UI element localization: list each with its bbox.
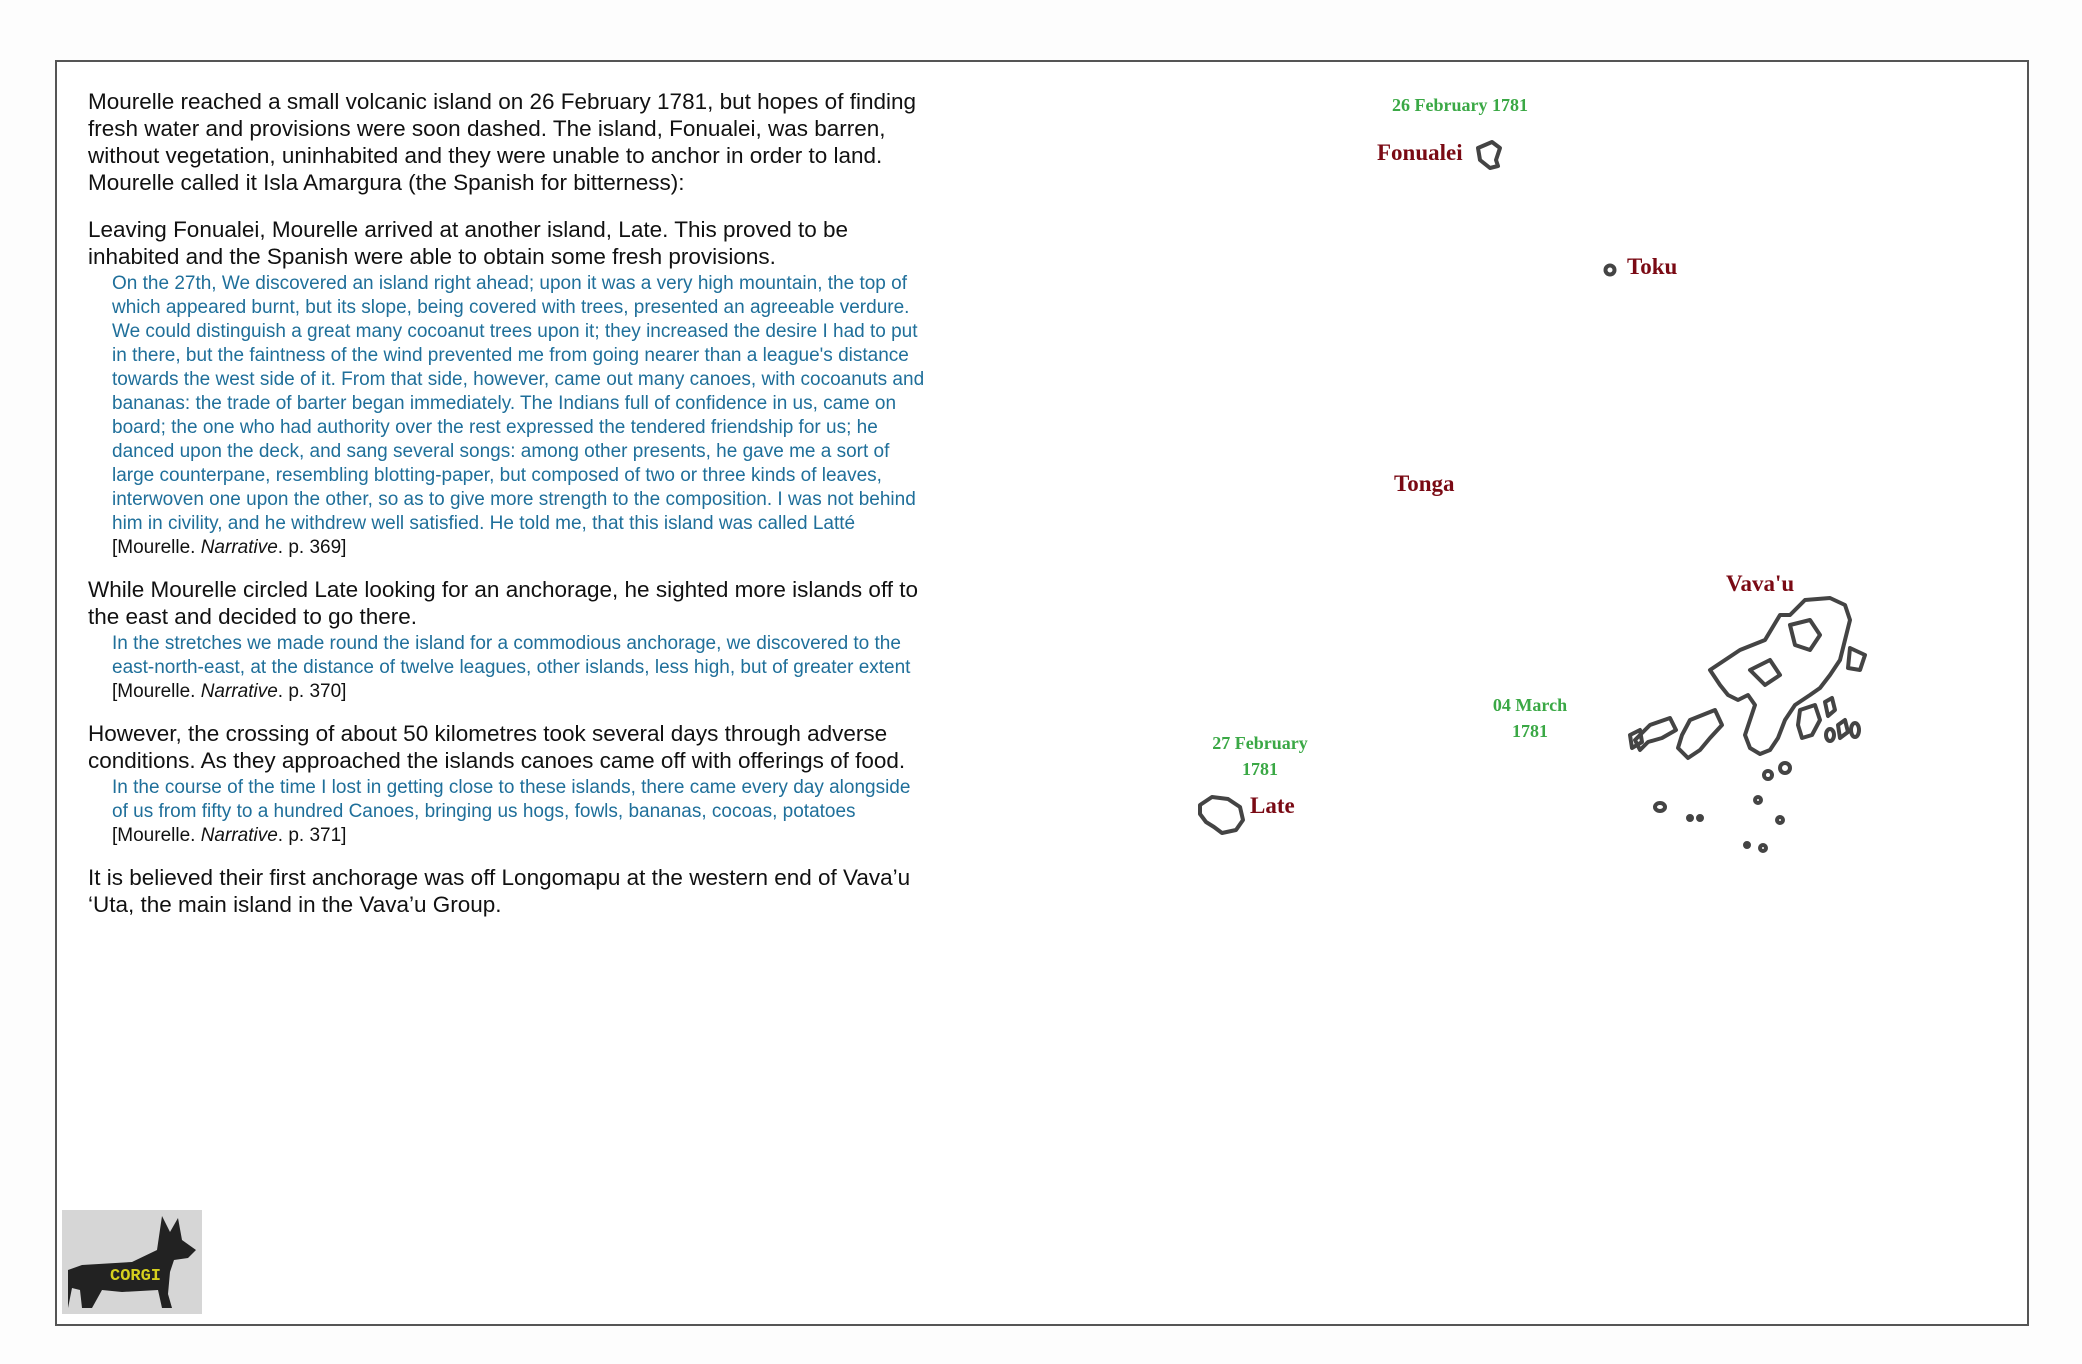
toku-island-outline: [1606, 266, 1615, 275]
quote-latte-text: On the 27th, We discovered an island right ahead; upon it was a very high mountain, the top of which appeared burnt, but its slope, being covered with trees, presented an agreeable verdure. We could distinguish a great many cocoanut trees upon it; they increased the desire I had to put in there, but the faintness of the wind prevented me from going nearer than a league's distance towards the west side of it. From that side, however, came out many canoes, with cocoanuts and bananas: the trade of barter began immediately. The Indians full of confidence in us, came on board; the one who had authority over the rest expressed the tendered friendship for us; he danced upon the deck, and sang several songs: among other presents, he gave me a sort of large counterpane, resembling blotting-paper, but composed of two or three kinds of leaves, interwoven one upon the other, so as to give more strength to the composition. I was not behind him in civility, and he withdrew well satisfied. He told me, that this island was called Latté: [112, 273, 925, 534]
quote-latte: [112, 272, 928, 560]
fonualei-island-outline: [1478, 142, 1500, 168]
citation-p369: [Mourelle. Narrative. p. 369]: [112, 537, 347, 558]
paragraph-anchorage: It is believed their first anchorage was off Longomapu at the western end of Vava’u ‘Uta, the main island in the Vava’u Group.: [88, 865, 911, 917]
date-late: 27 February 1781: [1212, 733, 1308, 779]
quote-stretches: [112, 632, 928, 704]
citation-p371: [Mourelle. Narrative. p. 371]: [112, 825, 347, 846]
corgi-logo-text: CORGI: [110, 1267, 162, 1286]
quote-canoes: [112, 776, 928, 848]
date-fonualei: 26 February 1781: [1392, 95, 1528, 115]
label-fonualei: Fonualei: [1377, 140, 1463, 165]
date-vavau: 04 March 1781: [1492, 695, 1568, 741]
late-island-outline: [1200, 797, 1243, 833]
quote-stretches-text: In the stretches we made round the island for a commodious anchorage, we discovered to the east-north-east, at the distance of twelve leagues, other islands, less high, but of greater extent: [112, 633, 911, 678]
island-outlines: [1050, 70, 2000, 970]
vavau-islands-outline: [1630, 598, 1865, 851]
corgi-dog-icon: [62, 1210, 202, 1314]
citation-p370: [Mourelle. Narrative. p. 370]: [112, 681, 347, 702]
label-late: Late: [1250, 793, 1295, 818]
paragraph-circled-late: While Mourelle circled Late looking for an anchorage, he sighted more islands off to the east and decided to go there.: [88, 577, 919, 629]
narrative-text: [88, 88, 928, 938]
paragraph-crossing: However, the crossing of about 50 kilometres took several days through adverse conditions. As they approached the islands canoes came off with offerings of food.: [88, 721, 906, 773]
label-toku: Toku: [1627, 254, 1678, 279]
island-map: [1050, 70, 2000, 970]
corgi-logo: [62, 1210, 202, 1314]
quote-canoes-text: In the course of the time I lost in getting close to these islands, there came every day alongside of us from fifty to a hundred Canoes, bringing us hogs, fowls, bananas, cocoas, potatoes: [112, 777, 911, 822]
label-vavau: Vava'u: [1726, 571, 1795, 596]
paragraph-late: Leaving Fonualei, Mourelle arrived at another island, Late. This proved to be inhabited and the Spanish were able to obtain some fresh provisions.: [88, 217, 849, 269]
label-tonga: Tonga: [1394, 471, 1455, 496]
paragraph-fonualei: Mourelle reached a small volcanic island on 26 February 1781, but hopes of finding fresh water and provisions were soon dashed. The island, Fonualei, was barren, without vegetation, uninhabited and they were unable to anchor in order to land. Mourelle called it Isla Amargura (the Spanish for bitterness):: [88, 89, 916, 195]
